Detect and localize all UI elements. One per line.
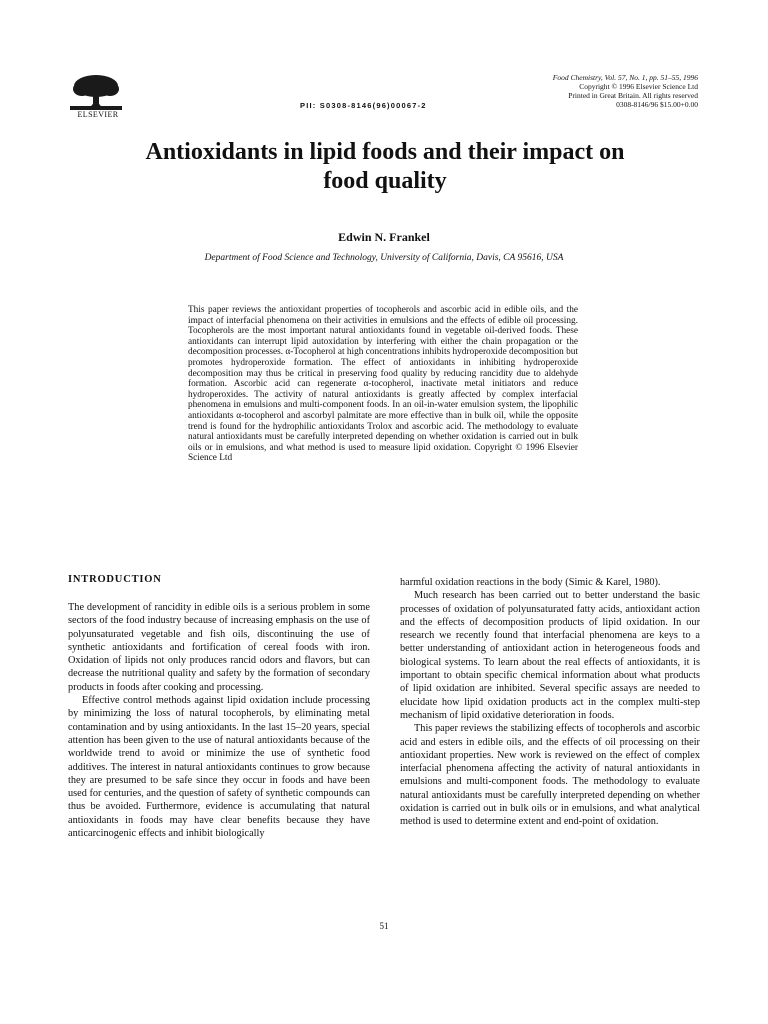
article-title bbox=[60, 138, 710, 196]
title-line-2: food quality bbox=[323, 168, 447, 194]
journal-info bbox=[438, 73, 698, 109]
journal-citation: Food Chemistry, Vol. 57, No. 1, pp. 51–55, 1996 bbox=[552, 73, 698, 82]
author-name: Edwin N. Frankel bbox=[338, 230, 430, 244]
left-column bbox=[68, 601, 370, 840]
page-number: 51 bbox=[379, 921, 389, 931]
section-heading-introduction: INTRODUCTION bbox=[68, 574, 162, 585]
paragraph: Effective control methods against lipid oxidation include processing by minimizing the loss of natural tocopherols, by eliminating metal contamination and by using antioxidants. In the last 15–20 years, special attention has been given to the use of natural antioxidants because of the worldwide trend to avoid or minimize the use of synthetic food additives. The interest in natural antioxidants continues to grow because they are presumed to be safe since they occur in foods and have been used for centuries, and the question of safety of synthetic compounds can thus be avoided. Furthermore, evidence is accumulating that natural antioxidants in foods may have clear benefits because they have anticarcinogenic effects and inhibit biologically bbox=[68, 695, 370, 840]
pii-code: PII: S0308-8146(96)00067-2 bbox=[300, 101, 427, 110]
copyright-line: Copyright © 1996 Elsevier Science Ltd bbox=[579, 82, 698, 91]
issn-price-line: 0308-8146/96 $15.00+0.00 bbox=[616, 100, 698, 109]
author-affiliation: Department of Food Science and Technology, University of California, Davis, CA 95616, USA bbox=[204, 253, 564, 263]
elsevier-tree-logo bbox=[68, 74, 124, 110]
abstract: This paper reviews the antioxidant properties of tocopherols and ascorbic acid in edible oils, and the impact of interfacial phenomena on their activities in emulsions and the effects of edible oil processing. Tocopherols are the most important natural antioxidants found in vegetable oil-derived foods. These antioxidants can interrupt lipid autoxidation by interfering with either the chain propagation or the decomposition processes. α-Tocopherol at high concentrations inhibits hydroperoxide decomposition but promotes hydroperoxide formation. The effect of antioxidants in inhibiting hydroperoxide decomposition may thus be critical in preserving food quality by reducing rancidity due to aldehyde formation. Ascorbic acid can regenerate α-tocopherol, inactivate metal initiators and reduce hydroperoxides. The activity of natural antioxidants is greatly affected by complex interfacial phenomena in emulsions and multi-component foods. In an oil-in-water emulsion system, the lipophilic antioxidants α-tocopherol and ascorbyl palmitate are more effective than in bulk oil, while the opposite trend is found for the hydrophilic antioxidants Trolox and ascorbic acid. The methodology to evaluate natural antioxidants must be carefully interpreted depending on whether oxidation is carried out in bulk oils or in emulsions, and what method is used to measure lipid oxidation. Copyright © 1996 Elsevier Science Ltd bbox=[188, 305, 578, 464]
tree-logo-icon bbox=[68, 74, 124, 110]
paragraph: harmful oxidation reactions in the body (Simic & Karel, 1980). bbox=[400, 577, 661, 588]
right-column bbox=[400, 576, 700, 829]
title-line-1: Antioxidants in lipid foods and their impact on bbox=[145, 139, 625, 165]
paragraph: This paper reviews the stabilizing effects of tocopherols and ascorbic acid and esters in edible oils, and the effects of oil processing on their antioxidant properties. New work is reviewed on the effect of complex interfacial phenomena affecting the activity of natural antioxidants in emulsions and multi-component foods. The methodology to evaluate natural antioxidants must be carefully interpreted depending on whether oxidation is carried out in bulk oils or in emulsions, and what analytical method is used to determine extent and end-point of oxidation. bbox=[400, 723, 700, 828]
paragraph: The development of rancidity in edible oils is a serious problem in some sectors of the food industry because of increasing emphasis on the use of polyunsaturated vegetable and fish oils, discontinuing the use of synthetic antioxidants and fortification of cereal foods with iron. Oxidation of lipids not only produces rancid odors and flavors, but can decrease the nutritional quality and safety by the formation of secondary products in foods after cooking and processing. bbox=[68, 602, 370, 693]
paragraph: Much research has been carried out to better understand the basic processes of oxidation of polyunsaturated fatty acids, antioxidant action and the effects of decomposition products of lipid oxidation. In our research we recently found that interfacial phenomena are keys to a better understanding of antioxidant action in heterogeneous foods and biological systems. To learn about the real effects of antioxidants, it is important to obtain specific chemical information about what products of lipid oxidation are inhibited. Several specific assays are needed to elucidate how lipid oxidation products act in the complex multi-step mechanism of lipid oxidative deterioration in foods. bbox=[400, 590, 700, 721]
publisher-name: ELSEVIER bbox=[77, 110, 119, 119]
printed-line: Printed in Great Britain. All rights reserved bbox=[568, 91, 698, 100]
